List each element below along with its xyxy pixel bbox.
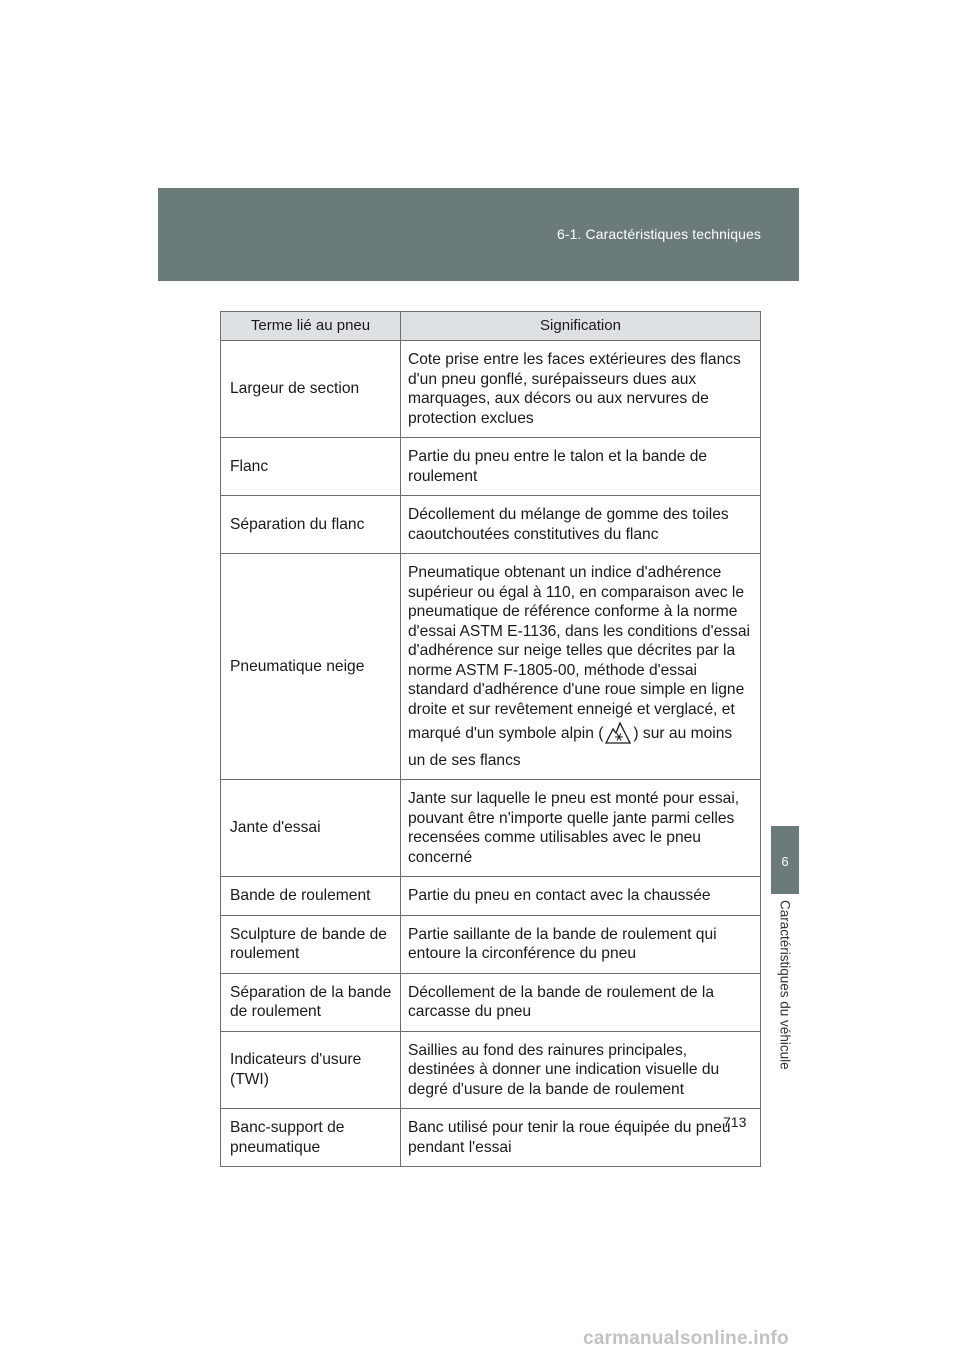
- meaning-text-before: Pneumatique obtenant un indice d'adhérence supérieur ou égal à 110, en comparaison avec le pneumatique de référence conforme à la norme d'essai ASTM E-1136, dans les conditions d'essai d'adhérence sur neige telles que décrites par la norme ASTM F-1805-00, méthode d'essai standard d'adhérence d'une roue simple en ligne droite et sur revêtement enneigé et verglacé, et marqué d'un symbole alpin (: [408, 564, 750, 742]
- table-row: [221, 341, 761, 438]
- section-title: 6-1. Caractéristiques techniques: [557, 226, 761, 242]
- table-row: [221, 496, 761, 554]
- meaning-cell: Décollement du mélange de gomme des toiles caoutchoutées constitutives du flanc: [401, 496, 761, 554]
- table-row: [221, 780, 761, 877]
- chapter-tab: [771, 826, 799, 894]
- table-row: [221, 915, 761, 973]
- term-cell: Flanc: [221, 438, 401, 496]
- meaning-cell: Saillies au fond des rainures principales, destinées à donner une indication visuelle du degré d'usure de la bande de roulement: [401, 1031, 761, 1109]
- chapter-label: Caractéristiques du véhicule: [777, 900, 793, 1070]
- term-cell: Bande de roulement: [221, 877, 401, 916]
- meaning-cell: [401, 554, 761, 780]
- meaning-cell: Cote prise entre les faces extérieures des flancs d'un pneu gonflé, surépaisseurs dues aux marquages, aux décors ou aux nervures de protection exclues: [401, 341, 761, 438]
- table-row: [221, 554, 761, 780]
- term-cell: Largeur de section: [221, 341, 401, 438]
- meaning-text-after: ) sur au moins un de ses flancs: [408, 725, 733, 769]
- table-row: [221, 973, 761, 1031]
- meaning-cell: Partie du pneu en contact avec la chaussée: [401, 877, 761, 916]
- header-band: [158, 188, 799, 281]
- column-header-meaning: Signification: [401, 312, 761, 341]
- term-cell: Séparation de la bande de roulement: [221, 973, 401, 1031]
- watermark-link[interactable]: carmanualsonline.info: [583, 1328, 789, 1349]
- term-cell: Jante d'essai: [221, 780, 401, 877]
- term-cell: Sculpture de bande de roulement: [221, 915, 401, 973]
- chapter-label-container: [772, 900, 798, 1090]
- chapter-number: 6: [781, 854, 789, 869]
- column-header-term: Terme lié au pneu: [221, 312, 401, 341]
- meaning-cell: Banc utilisé pour tenir la roue équipée du pneu pendant l'essai: [401, 1109, 761, 1167]
- meaning-cell: Partie du pneu entre le talon et la bande de roulement: [401, 438, 761, 496]
- alpine-snow-icon: [605, 719, 631, 751]
- meaning-cell: Partie saillante de la bande de roulement qui entoure la circonférence du pneu: [401, 915, 761, 973]
- term-cell: Indicateurs d'usure (TWI): [221, 1031, 401, 1109]
- table-header-row: [221, 312, 761, 341]
- term-cell: Pneumatique neige: [221, 554, 401, 780]
- meaning-cell: Jante sur laquelle le pneu est monté pour essai, pouvant être n'importe quelle jante parmi celles recensées comme utilisables avec le pneu concerné: [401, 780, 761, 877]
- table-row: [221, 438, 761, 496]
- term-cell: Banc-support de pneumatique: [221, 1109, 401, 1167]
- page-number: 713: [723, 1114, 747, 1130]
- tire-terms-table: [220, 311, 761, 1167]
- meaning-cell: Décollement de la bande de roulement de la carcasse du pneu: [401, 973, 761, 1031]
- table-row: [221, 1031, 761, 1109]
- term-cell: Séparation du flanc: [221, 496, 401, 554]
- table-row: [221, 877, 761, 916]
- table-row: [221, 1109, 761, 1167]
